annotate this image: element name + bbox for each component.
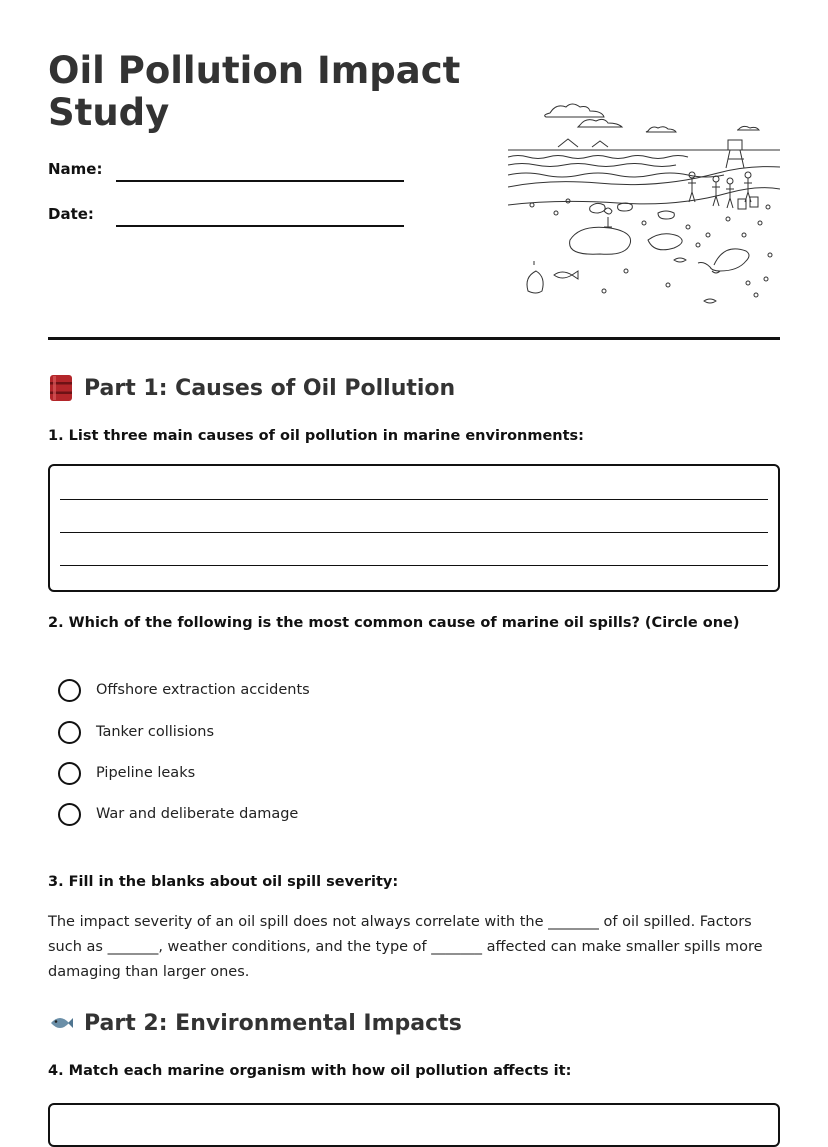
radio-circle[interactable]	[58, 721, 81, 744]
option-offshore-extraction[interactable]	[58, 678, 310, 702]
question-4: 4. Match each marine organism with how oil pollution affects it:	[48, 1063, 572, 1079]
radio-circle[interactable]	[58, 679, 81, 702]
part1-heading	[48, 373, 455, 403]
part2-heading-text: Part 2: Environmental Impacts	[84, 1010, 462, 1036]
question-2: 2. Which of the following is the most common cause of marine oil spills? (Circle one)	[48, 615, 740, 631]
q1-answer-box[interactable]	[48, 464, 780, 592]
option-label: Tanker collisions	[96, 724, 215, 740]
answer-line[interactable]	[60, 565, 768, 566]
radio-circle[interactable]	[58, 803, 81, 826]
option-tanker-collisions[interactable]	[58, 720, 214, 744]
q3-fill-in-text: The impact severity of an oil spill does not always correlate with the _______ of oil spilled. Factors such as _______, weather conditions, and the type of _______ affected can make smaller spills more damaging than larger ones.	[48, 914, 763, 980]
option-label: Offshore extraction accidents	[96, 682, 310, 698]
question-3: 3. Fill in the blanks about oil spill severity:	[48, 874, 399, 890]
q4-answer-box[interactable]	[48, 1103, 780, 1147]
option-label: Pipeline leaks	[96, 765, 196, 781]
name-label: Name:	[48, 160, 103, 178]
answer-line[interactable]	[60, 499, 768, 500]
page-title	[48, 50, 468, 134]
answer-line[interactable]	[60, 532, 768, 533]
option-war-damage[interactable]	[58, 802, 298, 826]
title-line-1: Oil Pollution Impact	[48, 49, 461, 92]
date-label: Date:	[48, 205, 94, 223]
oil-barrel-icon	[48, 373, 74, 403]
question-1: 1. List three main causes of oil pollution in marine environments:	[48, 428, 584, 444]
option-label: War and deliberate damage	[96, 806, 299, 822]
option-pipeline-leaks[interactable]	[58, 761, 195, 785]
fish-icon	[48, 1008, 74, 1038]
oil-spill-beach-illustration	[508, 95, 780, 310]
part1-heading-text: Part 1: Causes of Oil Pollution	[84, 375, 456, 401]
title-line-2: Study	[48, 91, 170, 134]
part2-heading	[48, 1008, 462, 1038]
name-field[interactable]	[116, 180, 404, 182]
radio-circle[interactable]	[58, 762, 81, 785]
date-field[interactable]	[116, 225, 404, 227]
section-divider	[48, 337, 780, 340]
